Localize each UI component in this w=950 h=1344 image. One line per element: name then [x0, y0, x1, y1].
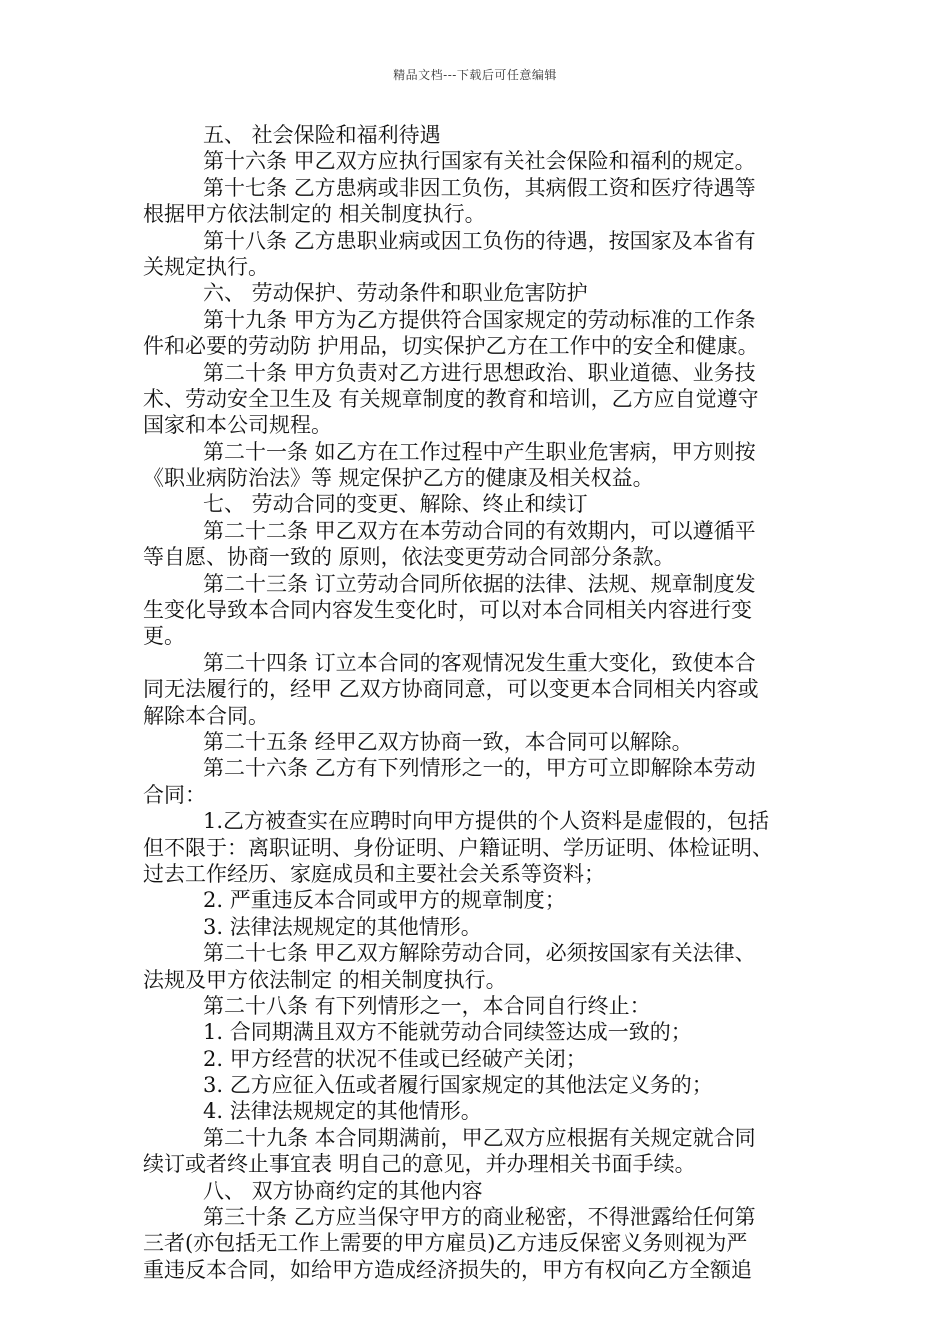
text-line: 更。	[143, 624, 185, 649]
text-line: 第二十二条 甲乙双方在本劳动合同的有效期内，可以遵循平	[203, 518, 756, 543]
text-line: 法规及甲方依法制定 的相关制度执行。	[143, 967, 507, 992]
text-line: 第十七条 乙方患病或非因工负伤，其病假工资和医疗待遇等	[203, 175, 756, 200]
text-line: 等自愿、协商一致的 原则，依法变更劳动合同部分条款。	[143, 545, 675, 570]
text-line: 第二十六条 乙方有下列情形之一的，甲方可立即解除本劳动	[203, 756, 756, 781]
text-line: 三者(亦包括无工作上需要的甲方雇员)乙方违反保密义务则视为严	[143, 1231, 748, 1256]
text-line: 第二十五条 经甲乙双方协商一致，本合同可以解除。	[203, 729, 693, 754]
text-line: 第十九条 甲方为乙方提供符合国家规定的劳动标准的工作条	[203, 307, 756, 332]
text-line: 1. 合同期满且双方不能就劳动合同续签达成一致的；	[203, 1020, 692, 1045]
text-line: 第二十七条 甲乙双方解除劳动合同，必须按国家有关法律、	[203, 941, 756, 966]
text-line: 4. 法律法规规定的其他情形。	[203, 1099, 482, 1124]
text-line: 第二十三条 订立劳动合同所依据的法律、法规、规章制度发	[203, 571, 756, 596]
text-line: 3. 乙方应征入伍或者履行国家规定的其他法定义务的；	[203, 1073, 713, 1098]
text-line: 2. 甲方经营的状况不佳或已经破产关闭；	[203, 1046, 587, 1071]
text-line: 第十六条 甲乙双方应执行国家有关社会保险和福利的规定。	[203, 149, 756, 174]
text-line: 2. 严重违反本合同或甲方的规章制度；	[203, 888, 566, 913]
text-line: 但不限于：离职证明、身份证明、户籍证明、学历证明、体检证明、	[143, 835, 773, 860]
text-line: 五、 社会保险和福利待遇	[203, 123, 441, 147]
text-line: 第二十八条 有下列情形之一，本合同自行终止：	[203, 993, 651, 1018]
text-line: 件和必要的劳动防 护用品，切实保护乙方在工作中的安全和健康。	[143, 334, 759, 359]
page-header: 精品文档---下载后可任意编辑	[393, 68, 557, 82]
text-line: 1.乙方被查实在应聘时向甲方提供的个人资料是虚假的，包括	[203, 809, 770, 834]
text-line: 解除本合同。	[143, 703, 269, 728]
text-line: 重违反本合同，如给甲方造成经济损失的，甲方有权向乙方全额追	[143, 1257, 752, 1282]
text-line: 第二十一条 如乙方在工作过程中产生职业危害病，甲方则按	[203, 439, 756, 464]
text-line: 第三十条 乙方应当保守甲方的商业秘密，不得泄露给任何第	[203, 1205, 756, 1230]
text-line: 七、 劳动合同的变更、解除、终止和续订	[203, 492, 588, 517]
text-line: 六、 劳动保护、劳动条件和职业危害防护	[203, 281, 588, 306]
document-body	[143, 122, 818, 1283]
text-line: 3. 法律法规规定的其他情形。	[203, 914, 482, 939]
text-line: 合同：	[143, 782, 206, 807]
text-line: 第二十条 甲方负责对乙方进行思想政治、职业道德、业务技	[203, 360, 756, 385]
text-line: 生变化导致本合同内容发生变化时，可以对本合同相关内容进行变	[143, 598, 752, 623]
text-line: 第二十四条 订立本合同的客观情况发生重大变化，致使本合	[203, 650, 756, 675]
text-line: 第十八条 乙方患职业病或因工负伤的待遇，按国家及本省有	[203, 228, 756, 253]
text-line: 术、劳动安全卫生及 有关规章制度的教育和培训，乙方应自觉遵守	[143, 386, 759, 411]
text-line: 同无法履行的，经甲 乙双方协商同意，可以变更本合同相关内容或	[143, 677, 759, 702]
text-line: 第二十九条 本合同期满前，甲乙双方应根据有关规定就合同	[203, 1125, 756, 1150]
text-line: 过去工作经历、家庭成员和主要社会关系等资料；	[143, 861, 605, 886]
text-line: 《职业病防治法》等 规定保护乙方的健康及相关权益。	[143, 466, 654, 491]
text-line: 国家和本公司规程。	[143, 413, 332, 438]
text-line: 根据甲方依法制定的 相关制度执行。	[143, 202, 486, 227]
text-line: 八、 双方协商约定的其他内容	[203, 1178, 483, 1203]
text-line: 关规定执行。	[143, 254, 269, 279]
text-line: 续订或者终止事宜表 明自己的意见，并办理相关书面手续。	[143, 1152, 696, 1177]
